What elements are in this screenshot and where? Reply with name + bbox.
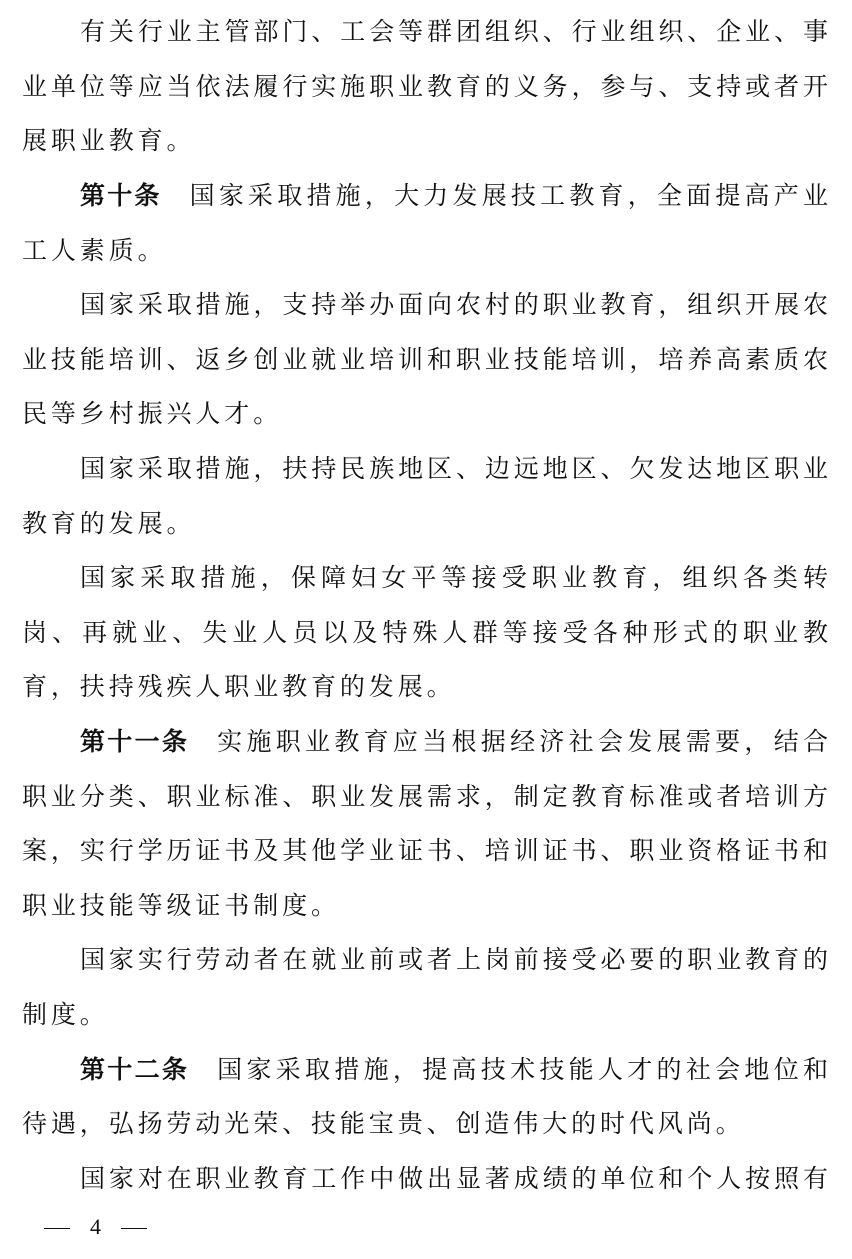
line-text: 国家采取措施，扶持民族地区、边远地区、欠发达地区职业 (80, 454, 830, 483)
line-text: 业单位等应当依法履行实施职业教育的义务，参与、支持或者开 (22, 72, 830, 101)
text-line (80, 15, 830, 49)
text-line (22, 507, 830, 541)
text-line (22, 889, 830, 923)
text-line (22, 998, 830, 1032)
text-line (80, 1162, 830, 1196)
line-text: 民等乡村振兴人才。 (22, 399, 283, 428)
article-10-line (80, 179, 830, 213)
article-number: 第十二条 (80, 1055, 190, 1084)
line-text: 业技能培训、返乡创业就业培训和职业技能培训，培养高素质农 (22, 345, 830, 374)
text-line (80, 943, 830, 977)
line-text: 职业技能等级证书制度。 (22, 891, 340, 920)
line-text: 制度。 (22, 1000, 109, 1029)
page-footer (44, 1212, 147, 1242)
line-text: 国家实行劳动者在就业前或者上岗前接受必要的职业教育的 (80, 945, 830, 974)
text-line (22, 780, 830, 814)
line-text: 教育的发展。 (22, 509, 196, 538)
text-line (22, 124, 830, 158)
line-text: 国家采取措施，大力发展技工教育，全面提高产业 (189, 181, 830, 210)
text-line (80, 561, 830, 595)
line-text: 国家采取措施，支持举办面向农村的职业教育，组织开展农 (80, 290, 830, 319)
footer-dash-right (121, 1228, 147, 1229)
line-text: 案，实行学历证书及其他学业证书、培训证书、职业资格证书和 (22, 836, 830, 865)
text-line (80, 288, 830, 322)
article-number: 第十条 (80, 181, 162, 210)
line-text: 实施职业教育应当根据经济社会发展需要，结合 (217, 727, 830, 756)
footer-dash-left (44, 1228, 70, 1229)
article-number: 第十一条 (80, 727, 190, 756)
text-line (22, 397, 830, 431)
text-line (22, 1107, 830, 1141)
text-line (80, 452, 830, 486)
line-text: 岗、再就业、失业人员以及特殊人群等接受各种形式的职业教 (22, 618, 830, 647)
article-12-line (80, 1053, 830, 1087)
text-line (22, 234, 830, 268)
line-text: 待遇，弘扬劳动光荣、技能宝贵、创造伟大的时代风尚。 (22, 1109, 745, 1138)
line-text: 育，扶持残疾人职业教育的发展。 (22, 672, 456, 701)
page-number: 4 (90, 1214, 101, 1239)
line-text: 展职业教育。 (22, 126, 196, 155)
line-text: 工人素质。 (22, 236, 167, 265)
text-line (22, 670, 830, 704)
line-text: 有关行业主管部门、工会等群团组织、行业组织、企业、事 (80, 17, 830, 46)
line-text: 国家采取措施，保障妇女平等接受职业教育，组织各类转 (80, 563, 830, 592)
text-line (22, 834, 830, 868)
text-line (22, 343, 830, 377)
text-line (22, 70, 830, 104)
line-text: 职业分类、职业标准、职业发展需求，制定教育标准或者培训方 (22, 782, 830, 811)
line-text: 国家采取措施，提高技术技能人才的社会地位和 (217, 1055, 830, 1084)
article-11-line (80, 725, 830, 759)
text-line (22, 616, 830, 650)
line-text: 国家对在职业教育工作中做出显著成绩的单位和个人按照有 (80, 1164, 830, 1193)
